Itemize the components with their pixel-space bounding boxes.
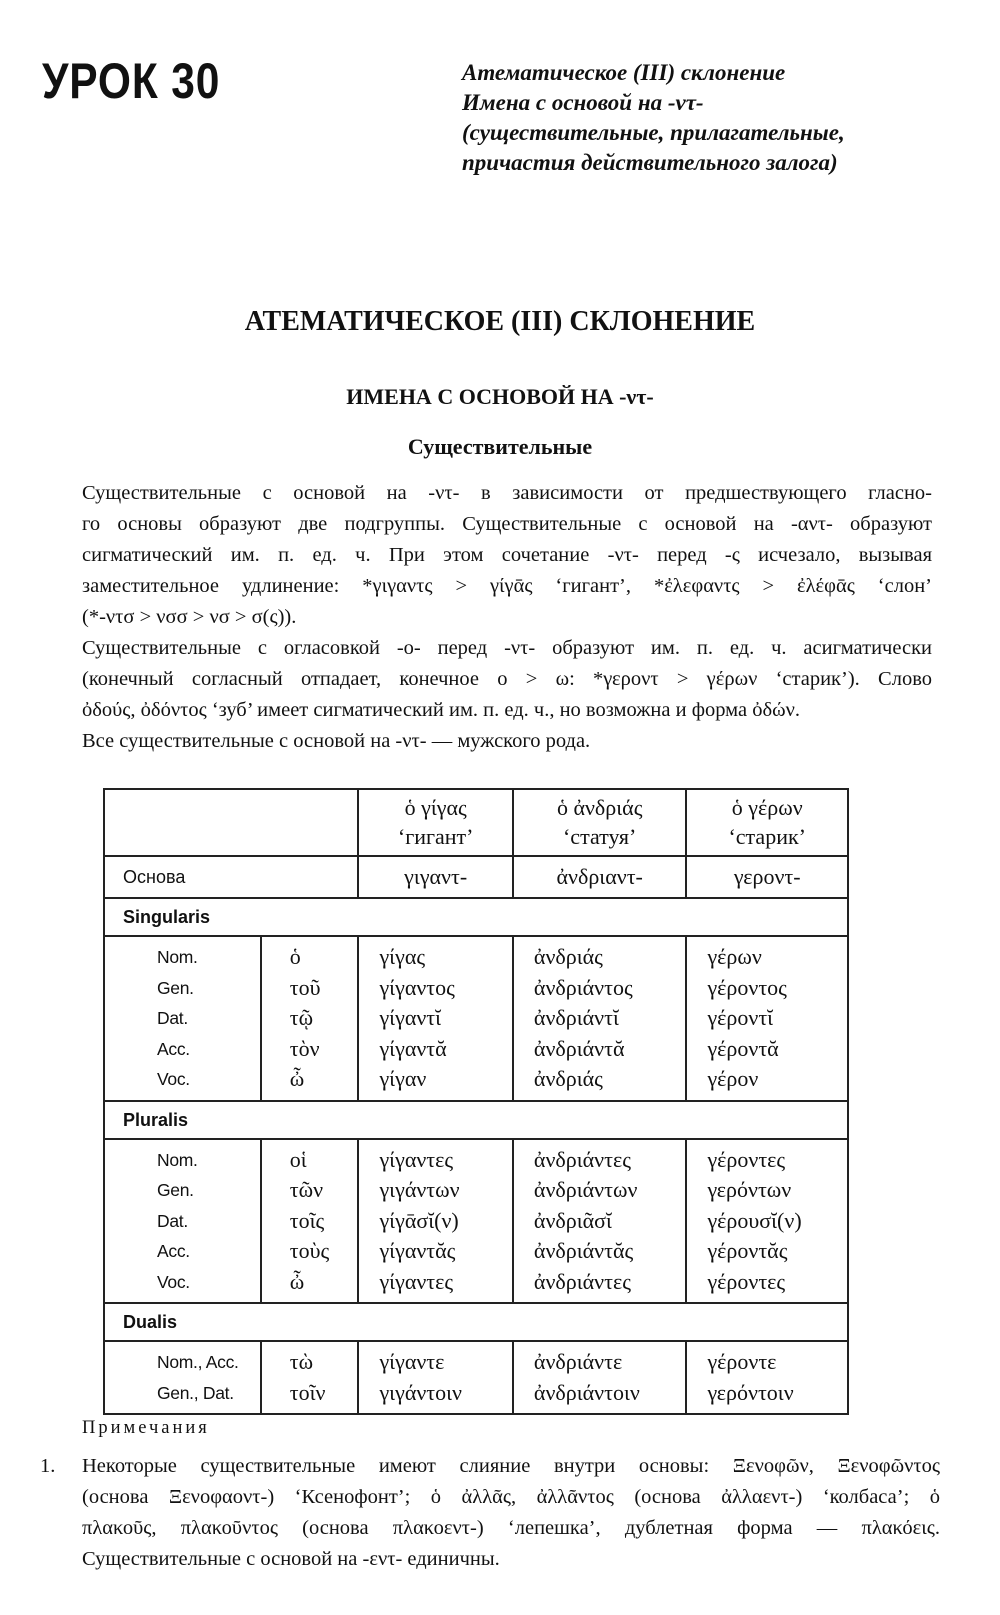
text-line: (*-ντσ > νσσ > νσ > σ(ς)).	[82, 606, 297, 628]
forms-column	[358, 1139, 512, 1304]
article: τῶν	[289, 1177, 324, 1202]
lemma: ὁ γέρων	[731, 795, 803, 820]
text-line: Существительные с основой на -εντ- единичны.	[82, 1548, 500, 1570]
text-line: Некоторые существительные имеют слияние внутри основы: Ξενοφῶν, Ξενοφῶντος	[82, 1455, 940, 1477]
text-line: Существительные с огласовкой -о- перед -ντ- образуют им. п. ед. ч. асигматически	[82, 637, 932, 659]
forms-column	[513, 1341, 687, 1414]
forms-column	[513, 936, 687, 1101]
forms-column	[358, 1341, 512, 1414]
article: ὁ	[289, 944, 301, 969]
section-row	[104, 1303, 848, 1341]
form: γερόντων	[707, 1177, 792, 1202]
notes-title: Примечания	[82, 1418, 210, 1438]
case-labels	[104, 936, 261, 1101]
gloss: ‘гигант’	[397, 824, 474, 849]
case-label: Nom.	[157, 1149, 198, 1170]
case-label: Acc.	[157, 1241, 190, 1261]
article: τοῖς	[289, 1207, 325, 1233]
form: γίγαντες	[379, 1268, 454, 1294]
gloss: ‘статуя’	[562, 824, 637, 849]
form: ἀνδριάντᾰ	[533, 1035, 625, 1061]
text-line: πλακοῦς, πλακοῦντος (основа πλακοεντ-) ‘лепешка’, дублетная форма — πλακόεις.	[82, 1517, 940, 1539]
form: ἀνδριάντᾰς	[533, 1238, 634, 1263]
stem-label: Основа	[104, 856, 358, 898]
note-number: 1.	[40, 1455, 56, 1477]
column-header	[686, 789, 848, 856]
form: γέροντες	[707, 1268, 786, 1294]
case-label: Gen.	[157, 1180, 194, 1200]
forms-column	[686, 1139, 848, 1304]
declension-table	[103, 788, 849, 1415]
case-rows	[104, 1341, 848, 1414]
form: γίγαν	[379, 1066, 427, 1091]
text-line: го основы образуют две подгруппы. Существительные с основой на -αντ- образуют	[82, 513, 932, 535]
form: ἀνδριάντων	[533, 1177, 638, 1202]
form: γέροντᾰς	[707, 1238, 788, 1263]
form: γίγαντος	[379, 974, 455, 1000]
column-header	[358, 789, 512, 856]
section-heading: АТЕМАТИЧЕСКОЕ (III) СКЛОНЕНИЕ	[244, 306, 756, 337]
forms-column	[686, 1341, 848, 1414]
articles	[261, 1341, 359, 1414]
column-header	[513, 789, 687, 856]
form: γιγάντων	[379, 1177, 460, 1202]
form: γίγαντες	[379, 1146, 454, 1172]
empty-header-cell	[104, 789, 358, 856]
form: γίγαντᾰς	[379, 1238, 456, 1263]
table-header-row	[104, 789, 848, 856]
form: γίγᾱσῐ(ν)	[379, 1207, 459, 1233]
article: ὦ	[289, 1066, 305, 1091]
text-line: ὀδούς, ὀδόντος ‘зуб’ имеет сигматический им. п. ед. ч., но возможна и форма ὀδών.	[82, 699, 801, 721]
article: τῷ	[289, 1005, 314, 1030]
form: γέρουσῐ(ν)	[707, 1207, 802, 1233]
text-line: сигматический им. п. ед. ч. При этом сочетание -ντ- перед -ς исчезало, вызывая	[82, 544, 932, 566]
form: ἀνδριάντε	[533, 1349, 623, 1374]
note-text	[82, 1451, 940, 1575]
lemma: ὁ γίγας	[404, 795, 467, 820]
form: γέρον	[707, 1066, 759, 1091]
text-line: (основа Ξενοφαοντ-) ‘Ксенофонт’; ὁ ἀλλᾶς, ἀλλᾶντος (основа ἀλλαεντ-) ‘колбаса’; ὁ	[82, 1486, 940, 1508]
subsection-heading: ИМЕНА С ОСНОВОЙ НА -ντ-	[346, 384, 654, 409]
section-row	[104, 1101, 848, 1139]
topic-line: причастия действительного залога)	[462, 150, 838, 175]
article: τοῦ	[289, 974, 321, 1000]
topic-line: Атематическое (III) склонение	[462, 60, 786, 85]
stem-value: γιγαντ-	[358, 856, 512, 898]
section-row	[104, 898, 848, 936]
form: ἀνδριάντος	[533, 974, 633, 1000]
forms-column	[513, 1139, 687, 1304]
article: τὼ	[289, 1349, 314, 1374]
article: τοῖν	[289, 1379, 326, 1405]
case-label: Acc.	[157, 1038, 190, 1059]
case-labels	[104, 1139, 261, 1304]
lemma: ὁ ἀνδριάς	[556, 795, 643, 820]
case-label: Dat.	[157, 1210, 188, 1231]
article: ὦ	[289, 1268, 305, 1294]
form: γέροντᾰ	[707, 1035, 779, 1061]
gloss: ‘старик’	[728, 824, 806, 849]
text-line: заместительное удлинение: *γιγαντς > γίγᾱς ‘гигант’, *ἐλεφαντς > ἐλέφᾱς ‘слон’	[82, 575, 932, 597]
form: γερόντοιν	[707, 1379, 794, 1405]
case-label: Dat.	[157, 1008, 188, 1028]
form: ἀνδριᾶσῐ	[533, 1207, 612, 1233]
form: ἀνδριάς	[533, 1066, 603, 1091]
number-label: Dualis	[104, 1303, 848, 1341]
form: ἀνδριάντες	[533, 1268, 631, 1294]
paragraph	[48, 633, 932, 726]
form: γέροντε	[707, 1349, 777, 1374]
form: ἀνδριάντες	[533, 1146, 631, 1172]
case-rows	[104, 936, 848, 1101]
case-label: Voc.	[157, 1069, 190, 1089]
form: γίγαντῐ	[379, 1005, 442, 1030]
case-label: Voc.	[157, 1271, 190, 1292]
article: τὸν	[289, 1035, 320, 1061]
stem-value: ἀνδριαντ-	[513, 856, 687, 898]
form: ἀνδριάς	[533, 944, 603, 969]
paragraph	[48, 478, 932, 633]
lesson-topics	[462, 58, 962, 178]
body-text	[48, 478, 932, 757]
stem-row	[104, 856, 848, 898]
forms-column	[686, 936, 848, 1101]
number-label: Pluralis	[104, 1101, 848, 1139]
form: γέροντες	[707, 1146, 786, 1172]
paragraph	[48, 726, 932, 757]
form: ἀνδριάντοιν	[533, 1379, 640, 1405]
case-label: Gen., Dat.	[157, 1382, 234, 1403]
text-line: Все существительные с основой на -ντ- — мужского рода.	[82, 730, 591, 752]
topic-line: Имена с основой на -ντ-	[462, 90, 704, 115]
topic-line: (существительные, прилагательные,	[462, 120, 845, 145]
text-line: (конечный согласный отпадает, конечное ο > ω: *γεροντ > γέρων ‘старик’). Слово	[82, 668, 932, 690]
form: γέροντος	[707, 974, 787, 1000]
case-label: Gen.	[157, 977, 194, 998]
text-line: Существительные с основой на -ντ- в зависимости от предшествующего гласно-	[82, 482, 932, 504]
case-rows	[104, 1139, 848, 1304]
form: γέρων	[707, 944, 762, 969]
number-label: Singularis	[104, 898, 848, 936]
lesson-title: УРОК 30	[42, 53, 221, 109]
articles	[261, 936, 359, 1101]
forms-column	[358, 936, 512, 1101]
subsubsection-heading: Существительные	[407, 434, 593, 459]
stem-value: γεροντ-	[686, 856, 848, 898]
case-labels	[104, 1341, 261, 1414]
articles	[261, 1139, 359, 1304]
form: γέροντῐ	[707, 1005, 774, 1030]
article: οἱ	[289, 1146, 307, 1172]
form: γιγάντοιν	[379, 1379, 462, 1405]
case-label: Nom., Acc.	[157, 1352, 239, 1372]
article: τοὺς	[289, 1238, 330, 1263]
form: γίγας	[379, 944, 426, 969]
form: γίγαντε	[379, 1349, 445, 1374]
form: γίγαντᾰ	[379, 1035, 447, 1061]
form: ἀνδριάντῐ	[533, 1005, 619, 1030]
case-label: Nom.	[157, 947, 198, 967]
